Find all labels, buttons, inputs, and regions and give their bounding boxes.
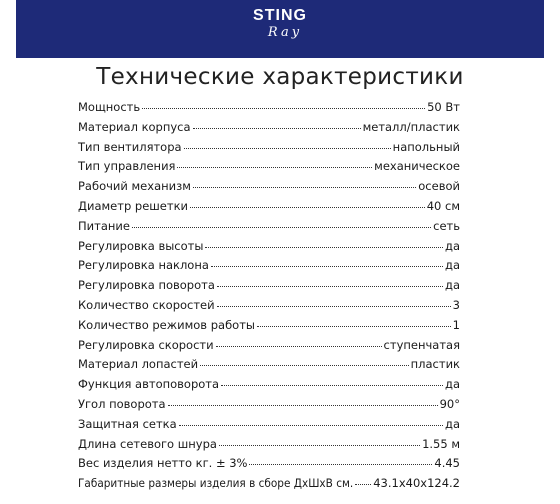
- dot-leader: [217, 286, 443, 287]
- spec-label: Регулировка скорости: [78, 337, 214, 352]
- spec-row: [78, 239, 460, 259]
- spec-label: Регулировка высоты: [78, 238, 204, 253]
- spec-label: Регулировка наклона: [78, 258, 209, 273]
- spec-value: да: [445, 377, 460, 392]
- spec-value: пластик: [410, 357, 460, 372]
- spec-label: Защитная сетка: [78, 416, 177, 431]
- spec-label: Тип вентилятора: [78, 139, 182, 154]
- spec-row: [78, 476, 460, 496]
- dot-leader: [142, 108, 425, 109]
- spec-label: Диаметр решетки: [78, 198, 189, 213]
- dot-leader: [184, 148, 391, 149]
- spec-label: Тип управления: [78, 159, 176, 174]
- dot-leader: [211, 266, 443, 267]
- brand-logo: [16, 7, 544, 41]
- spec-value: да: [445, 278, 460, 293]
- spec-row: [78, 338, 460, 358]
- dot-leader: [168, 405, 438, 406]
- spec-row: [78, 219, 460, 239]
- spec-row: [78, 100, 460, 120]
- spec-label: Материал лопастей: [78, 357, 199, 372]
- spec-value: напольный: [392, 139, 460, 154]
- dot-leader: [177, 167, 372, 168]
- spec-row: [78, 140, 460, 160]
- spec-label: Угол поворота: [78, 396, 166, 411]
- spec-label: Питание: [78, 218, 130, 233]
- dot-leader: [132, 227, 431, 228]
- dot-leader: [219, 445, 420, 446]
- spec-label: Количество режимов работы: [78, 317, 255, 332]
- spec-row: [78, 159, 460, 179]
- dot-leader: [216, 346, 382, 347]
- spec-row: [78, 456, 460, 476]
- spec-value: да: [445, 416, 460, 431]
- spec-row: [78, 298, 460, 318]
- spec-value: 1.55 м: [422, 436, 460, 451]
- spec-list: [78, 100, 460, 496]
- dot-leader: [355, 484, 371, 485]
- spec-row: [78, 199, 460, 219]
- spec-value: да: [445, 258, 460, 273]
- spec-label: Габаритные размеры изделия в сборе ДхШхВ см.: [78, 476, 354, 491]
- spec-value: 4.45: [434, 456, 460, 471]
- spec-row: [78, 179, 460, 199]
- spec-label: Материал корпуса: [78, 119, 191, 134]
- dot-leader: [257, 326, 451, 327]
- dot-leader: [179, 425, 443, 426]
- brand-name: STING: [253, 7, 307, 24]
- spec-value: да: [445, 238, 460, 253]
- spec-label: Регулировка поворота: [78, 278, 215, 293]
- spec-row: [78, 120, 460, 140]
- spec-value: металл/пластик: [362, 119, 460, 134]
- dot-leader: [221, 385, 443, 386]
- spec-row: [78, 278, 460, 298]
- spec-value: 3: [452, 297, 460, 312]
- spec-label: Рабочий механизм: [78, 179, 191, 194]
- spec-value: 90°: [439, 396, 460, 411]
- dot-leader: [200, 365, 409, 366]
- spec-value: 50 Вт: [427, 100, 460, 114]
- dot-leader: [190, 207, 425, 208]
- spec-value: механическое: [374, 159, 460, 174]
- dot-leader: [205, 247, 443, 248]
- header-banner: [16, 0, 544, 58]
- spec-label: Функция автоповорота: [78, 377, 220, 392]
- spec-value: 40 см: [426, 198, 460, 213]
- spec-row: [78, 258, 460, 278]
- dot-leader: [217, 306, 451, 307]
- spec-value: ступенчатая: [383, 337, 460, 352]
- spec-label: Мощность: [78, 100, 141, 114]
- spec-value: 43.1x40x124.2: [373, 476, 460, 491]
- spec-value: сеть: [433, 218, 460, 233]
- brand-script: Ray: [267, 25, 303, 40]
- page-title: Технические характеристики: [96, 64, 464, 90]
- spec-row: [78, 377, 460, 397]
- spec-label: Вес изделия нетто кг. ± 3%: [78, 456, 248, 471]
- spec-row: [78, 357, 460, 377]
- spec-label: Количество скоростей: [78, 297, 215, 312]
- spec-row: [78, 397, 460, 417]
- dot-leader: [193, 128, 361, 129]
- spec-label: Длина сетевого шнура: [78, 436, 217, 451]
- dot-leader: [249, 464, 432, 465]
- dot-leader: [193, 187, 416, 188]
- spec-row: [78, 318, 460, 338]
- spec-value: осевой: [418, 179, 460, 194]
- spec-value: 1: [452, 317, 460, 332]
- spec-row: [78, 437, 460, 457]
- spec-row: [78, 417, 460, 437]
